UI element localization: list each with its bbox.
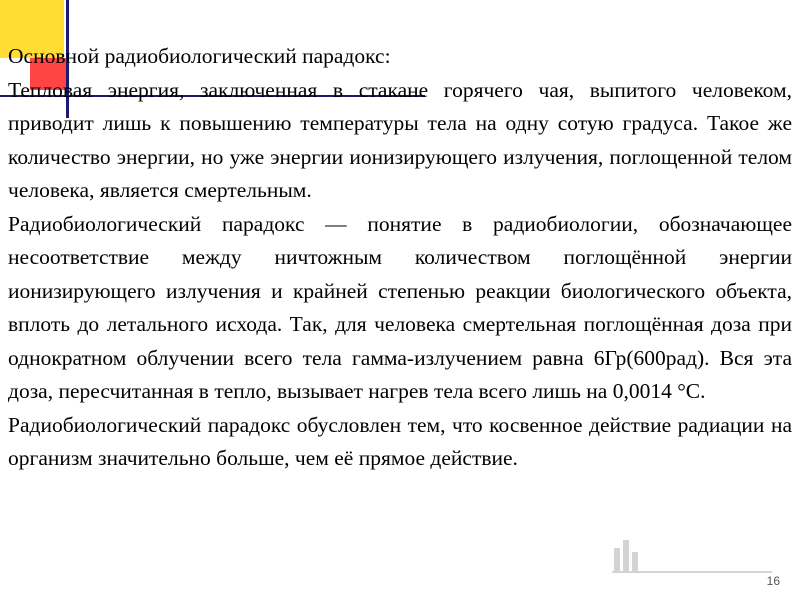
paragraph-paradox-cause: Радиобиологический парадокс обусловлен тем, что косвенное действие радиации на организм значительно больше, чем её прямое действие. (8, 412, 792, 470)
slide-heading: Основной радиобиологический парадокс: (8, 44, 391, 68)
page-number: 16 (766, 574, 780, 588)
slide-body (8, 40, 792, 476)
bar-chart-icon (612, 530, 772, 574)
paragraph-heat-energy: Тепловая энергия, заключенная в стакане горячего чая, выпитого человеком, приводит лишь к повышению температуры тела на одну сотую градуса. Такое же количество энергии, но уже энергии ионизирующего излучения, поглощенной телом человека, является смертельным. (8, 77, 792, 202)
paragraph-paradox-definition: Радиобиологический парадокс — понятие в радиобиологии, обозначающее несоответствие между ничтожным количеством поглощённой энергии ионизирующего излучения и крайней степенью реакции биологического объекта, вплоть до летального исхода. Так, для человека смертельная поглощённая доза при однократном облучении всего тела гамма-излучением равна 6Гр(600рад). Вся эта доза, пересчитанная в тепло, вызывает нагрев тела всего лишь на 0,0014 °С. (8, 211, 792, 403)
